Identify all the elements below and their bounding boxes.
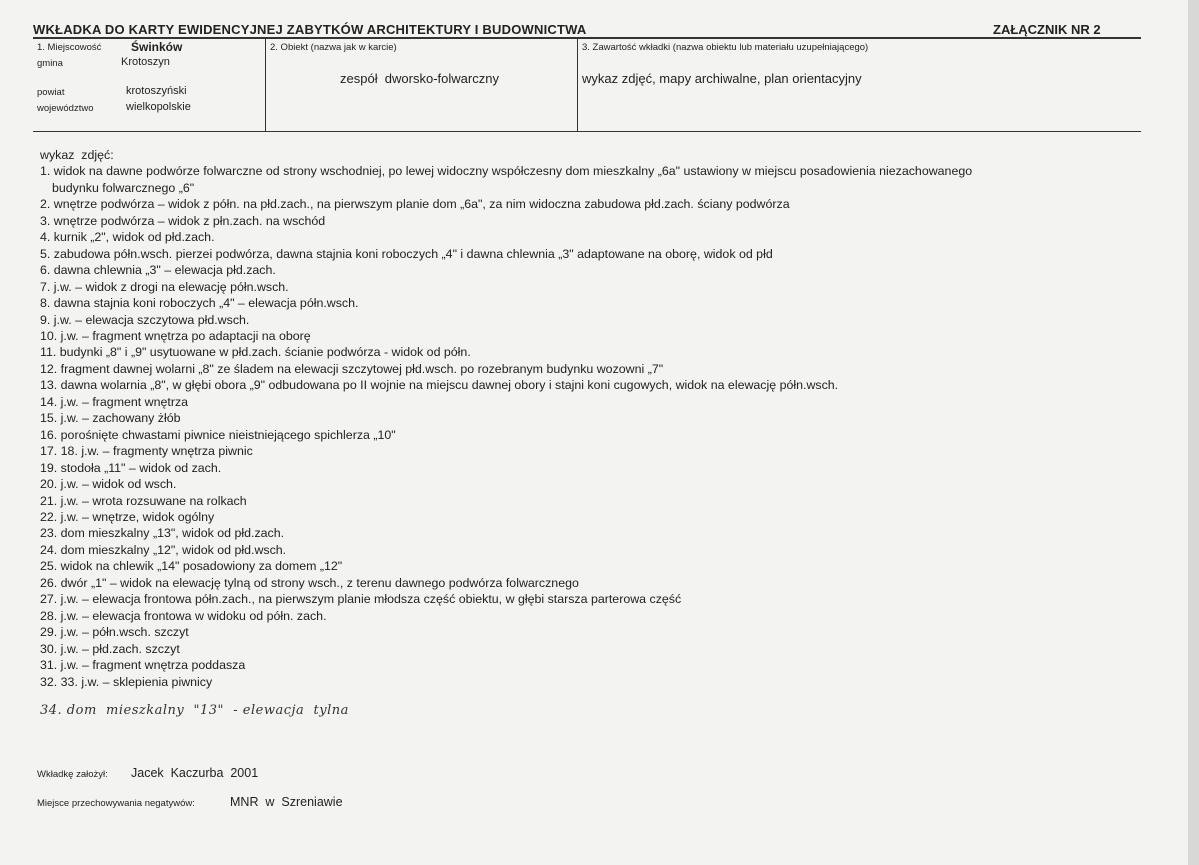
list-item: 7. j.w. – widok z drogi na elewację półn.wsch. [40,279,289,294]
list-item: 14. j.w. – fragment wnętrza [40,394,189,409]
list-item: 4. kurnik „2", widok od płd.zach. [40,230,215,245]
list-item: 28. j.w. – elewacja frontowa w widoku od półn. zach. [40,608,327,623]
created-by-label: Wkładkę założył: [37,769,108,780]
handwritten-entry: 34. dom mieszkalny "13" - elewacja tylna [40,703,349,718]
list-item: 27. j.w. – elewacja frontowa półn.zach., na pierwszym planie młodsza część obiektu, w głębi starsza parterowa część [40,592,682,607]
list-item: 26. dwór „1" – widok na elewację tylną od strony wsch., z terenu dawnego podwórza folwarcznego [40,575,579,590]
list-item: 10. j.w. – fragment wnętrza po adaptacji na oborę [40,328,311,343]
list-item: 16. porośnięte chwastami piwnice nieistniejącego spichlerza „10" [40,427,396,442]
list-item: 25. widok na chlewik „14" posadowiony za domem „12" [40,559,343,574]
place-name: Świnków [131,40,183,54]
annex-number: ZAŁĄCZNIK NR 2 [993,22,1101,37]
place-label: 1. Miejscowość [37,42,102,53]
list-item: 19. stodoła „11" – widok od zach. [40,460,222,475]
powiat-value: krotoszyński [126,85,187,97]
list-item: 1. widok na dawne podwórze folwarczne od strony wschodniej, po lewej widoczny współczesny dom mieszkalny „6a" ustawiony w miejscu posadowienia niezachowanego [40,164,973,179]
list-item: 8. dawna stajnia koni roboczych „4" – elewacja półn.wsch. [40,296,359,311]
list-item: 12. fragment dawnej wolarni „8" ze śladem na elewacji szczytowej płd.wsch. po rozebranym budynku wozowni „7" [40,361,664,376]
list-item: 9. j.w. – elewacja szczytowa płd.wsch. [40,312,250,327]
voivodeship-label: województwo [37,103,94,114]
list-item: 20. j.w. – widok od wsch. [40,477,177,492]
list-item: 13. dawna wolarnia „8", w głębi obora „9" odbudowana po II wojnie na miejscu dawnej obory i stajni koni cugowych, widok na elewację półn.wsch. [40,378,839,393]
gmina-label: gmina [37,58,63,69]
object-label: 2. Obiekt (nazwa jak w karcie) [270,42,397,53]
list-item: 31. j.w. – fragment wnętrza poddasza [40,658,246,673]
list-item: 3. wnętrze podwórza – widok z płn.zach. na wschód [40,213,326,228]
list-item: 21. j.w. – wrota rozsuwane na rolkach [40,493,247,508]
list-item: 30. j.w. – płd.zach. szczyt [40,641,180,656]
header-top-rule [33,37,1141,39]
list-item: 24. dom mieszkalny „12", widok od płd.wsch. [40,542,287,557]
header-bottom-rule [33,131,1141,132]
voivodeship-value: wielkopolskie [126,101,191,113]
object-name: zespół dworsko-folwarczny [340,71,499,86]
list-item: 17. 18. j.w. – fragmenty wnętrza piwnic [40,444,253,459]
cell-divider-2 [577,38,578,131]
page-edge [1188,0,1199,865]
list-item: budynku folwarcznego „6" [52,180,195,195]
gmina-value: Krotoszyn [121,56,170,68]
list-item: 23. dom mieszkalny „13", widok od płd.zach. [40,526,285,541]
list-item: 6. dawna chlewnia „3" – elewacja płd.zach. [40,263,276,278]
storage-label: Miejsce przechowywania negatywów: [37,798,195,809]
cell-divider-1 [265,38,266,131]
content-label: 3. Zawartość wkładki (nazwa obiektu lub materiału uzupełniającego) [582,42,869,53]
list-item: 15. j.w. – zachowany żłób [40,411,181,426]
list-item: 29. j.w. – półn.wsch. szczyt [40,625,189,640]
list-heading: wykaz zdjęć: [40,148,114,162]
list-item: 11. budynki „8" i „9" usytuowane w płd.zach. ścianie podwórza - widok od półn. [40,345,471,360]
powiat-label: powiat [37,87,65,98]
created-by-value: Jacek Kaczurba 2001 [131,766,259,780]
content-value: wykaz zdjęć, mapy archiwalne, plan orientacyjny [582,71,862,86]
document-title: WKŁADKA DO KARTY EWIDENCYJNEJ ZABYTKÓW ARCHITEKTURY I BUDOWNICTWA [33,22,587,37]
photo-list [40,147,972,690]
list-item: 32. 33. j.w. – sklepienia piwnicy [40,674,213,689]
list-item: 2. wnętrze podwórza – widok z półn. na płd.zach., na pierwszym planie dom „6a", za nim widoczna zabudowa płd.zach. ściany podwórza [40,197,790,212]
storage-value: MNR w Szreniawie [230,795,343,809]
list-item: 5. zabudowa półn.wsch. pierzei podwórza, dawna stajnia koni roboczych „4" i dawna chlewnia „3" adaptowane na oborę, widok od płd [40,246,773,261]
list-item: 22. j.w. – wnętrze, widok ogólny [40,509,215,524]
